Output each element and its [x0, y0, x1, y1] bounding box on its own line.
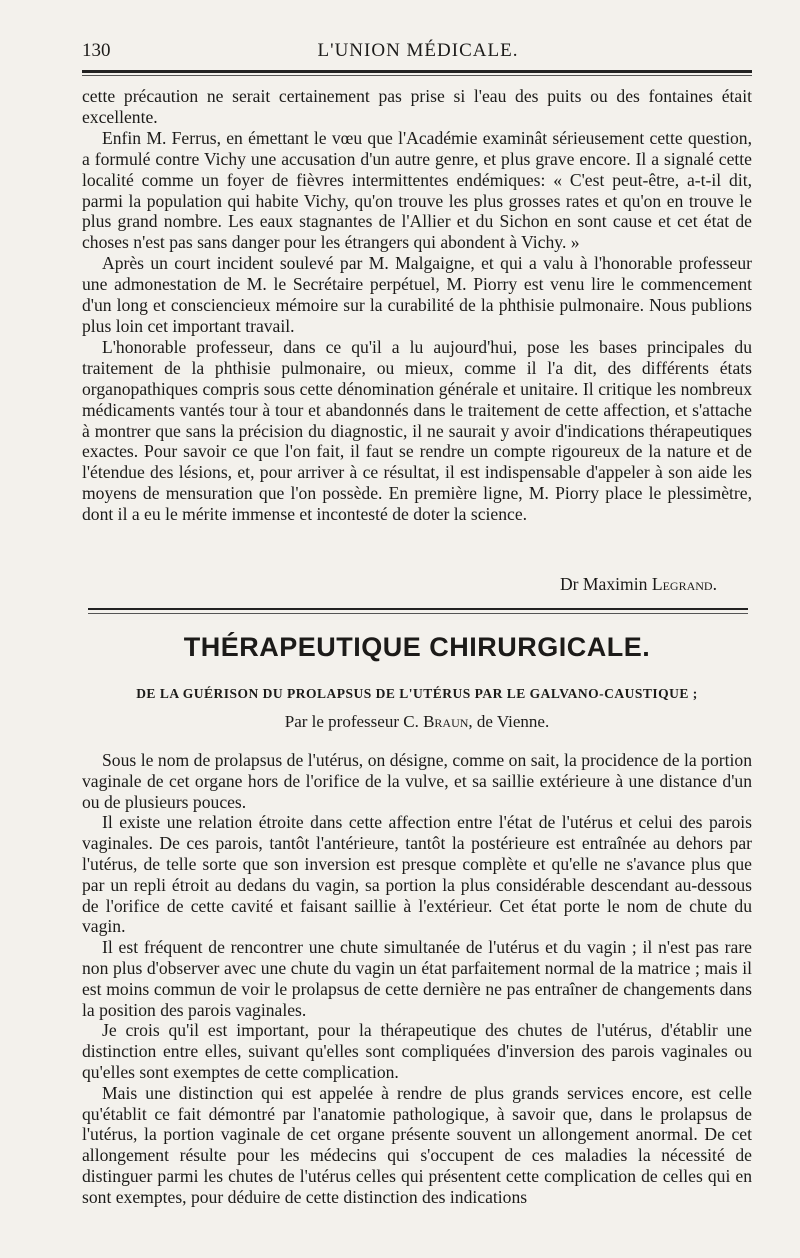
byline-prefix: Par le professeur C. — [284, 712, 419, 731]
byline-suffix: , de Vienne. — [468, 712, 550, 731]
byline-name: Braun — [423, 712, 469, 731]
paragraph: Après un court incident soulevé par M. Malgaigne, et qui a valu à l'honorable professeur une admonestation de M. le Secrétaire perpétuel, M. Piorry est venu lire le commencement d'un long et consciencieux mémoire sur la curabilité de la phthisie pulmonaire. Nous publions plus loin cet important travail. — [82, 253, 752, 336]
section-divider-thin — [88, 613, 748, 614]
section-title: THÉRAPEUTIQUE CHIRURGICALE. — [183, 632, 651, 662]
page-number: 130 — [82, 40, 111, 61]
article-text — [82, 750, 752, 1208]
header-rule — [82, 70, 752, 73]
paragraph: Enfin M. Ferrus, en émettant le vœu que l'Académie examinât sérieusement cette question, a formulé contre Vichy une accusation d'un autre genre, et plus grave encore. Il a signalé cette localité comme un foyer de fièvres intermittentes endémiques: « C'est peut-être, a-t-il dit, parmi la population qui habite Vichy, qu'on trouve les plus grosses rates et qu'on en trouve le plus grand nombre. Les eaux stagnantes de l'Allier et du Sichon en sont cause et cet état de choses n'est pas sans danger pour les étrangers qui abondent à Vichy. » — [82, 127, 752, 253]
paragraph: Il est fréquent de rencontrer une chute simultanée de l'utérus et du vagin ; il n'est pas rare non plus d'observer avec une chute du vagin un état parfaitement normal de la matrice ; mais il est moins commun de voir le prolapsus de cette dernière ne pas entraîner de changements dans la position des parois vaginales. — [82, 937, 752, 1020]
paragraph: cette précaution ne serait certainement pas prise si l'eau des puits ou des fontaines était excellente. — [82, 86, 752, 127]
header-rule-thin — [82, 75, 752, 76]
paragraph: Sous le nom de prolapsus de l'utérus, on désigne, comme on sait, la procidence de la portion vaginale de cet organe hors de l'orifice de la vulve, et sa saillie extérieure à une distance d'un ou de plusieurs pouces. — [82, 750, 752, 812]
paragraph: Il existe une relation étroite dans cette affection entre l'état de l'utérus et celui des parois vaginales. De ces parois, tantôt l'antérieure, tantôt la postérieure est entraînée au dehors par l'utérus, de telle sorte que son inversion est presque complète et qu'elle ne s'avance plus que par un repli étroit au dedans du vagin, sa portion la plus considérable descendant au-dessous de l'orifice de cette cavité et faisant saillie à l'extérieur. Cet état porte le nom de chute du vagin. — [82, 812, 752, 937]
article-title: DE LA GUÉRISON DU PROLAPSUS DE L'UTÉRUS PAR LE GALVANO-CAUSTIQUE ; — [136, 686, 698, 701]
author-signature — [82, 574, 717, 595]
paragraph: Je crois qu'il est important, pour la thérapeutique des chutes de l'utérus, d'établir une distinction entre elles, suivant qu'elles sont compliquées d'inversion des parois vaginales ou qu'elles sont exemptes de cette complication. — [82, 1020, 752, 1082]
running-header — [82, 38, 754, 68]
previous-article-text — [82, 86, 752, 525]
signature-prefix: Dr Maximin — [559, 574, 648, 594]
paragraph: Mais une distinction qui est appelée à rendre de plus grands services encore, est celle qu'établit ce fait démontré par l'anatomie pathologique, à savoir que, dans le prolapsus de l'utérus, la portion vaginale de cet organe présente souvent un allongement anormal. De cet allongement résulte pour les médecins qui s'occupent de ces maladies la nécessité de distinguer parmi les chutes de l'utérus celles qui présentent cette complication de celles qui en sont exemptes, pour déduire de cette distinction des indications — [82, 1082, 752, 1207]
paragraph: L'honorable professeur, dans ce qu'il a lu aujourd'hui, pose les bases principales du traitement de la phthisie pulmonaire, ou mieux, comme il l'a dit, des différents états organopathiques compris sous cette dénomination générale et unitaire. Il critique les nombreux médicaments vantés tour à tour et abandonnés dans le traitement de cette affection, et s'attache à montrer que sans la précision du diagnostic, il ne saurait y avoir d'indications thérapeutiques exactes. Pour savoir ce que l'on fait, il faut se rendre un compte rigoureux de la nature et de l'étendue des lésions, et, pour arriver à ce résultat, il est indispensable d'appeler à son aide les moyens de mensuration que l'on possède. En première ligne, M. Piorry place le plessimètre, dont il a eu le mérite immense et incontesté de doter la science. — [82, 336, 752, 525]
section-divider — [88, 608, 748, 610]
signature-name: Legrand. — [651, 574, 717, 594]
byline — [82, 712, 752, 732]
journal-title: L'UNION MÉDICALE. — [317, 40, 519, 61]
